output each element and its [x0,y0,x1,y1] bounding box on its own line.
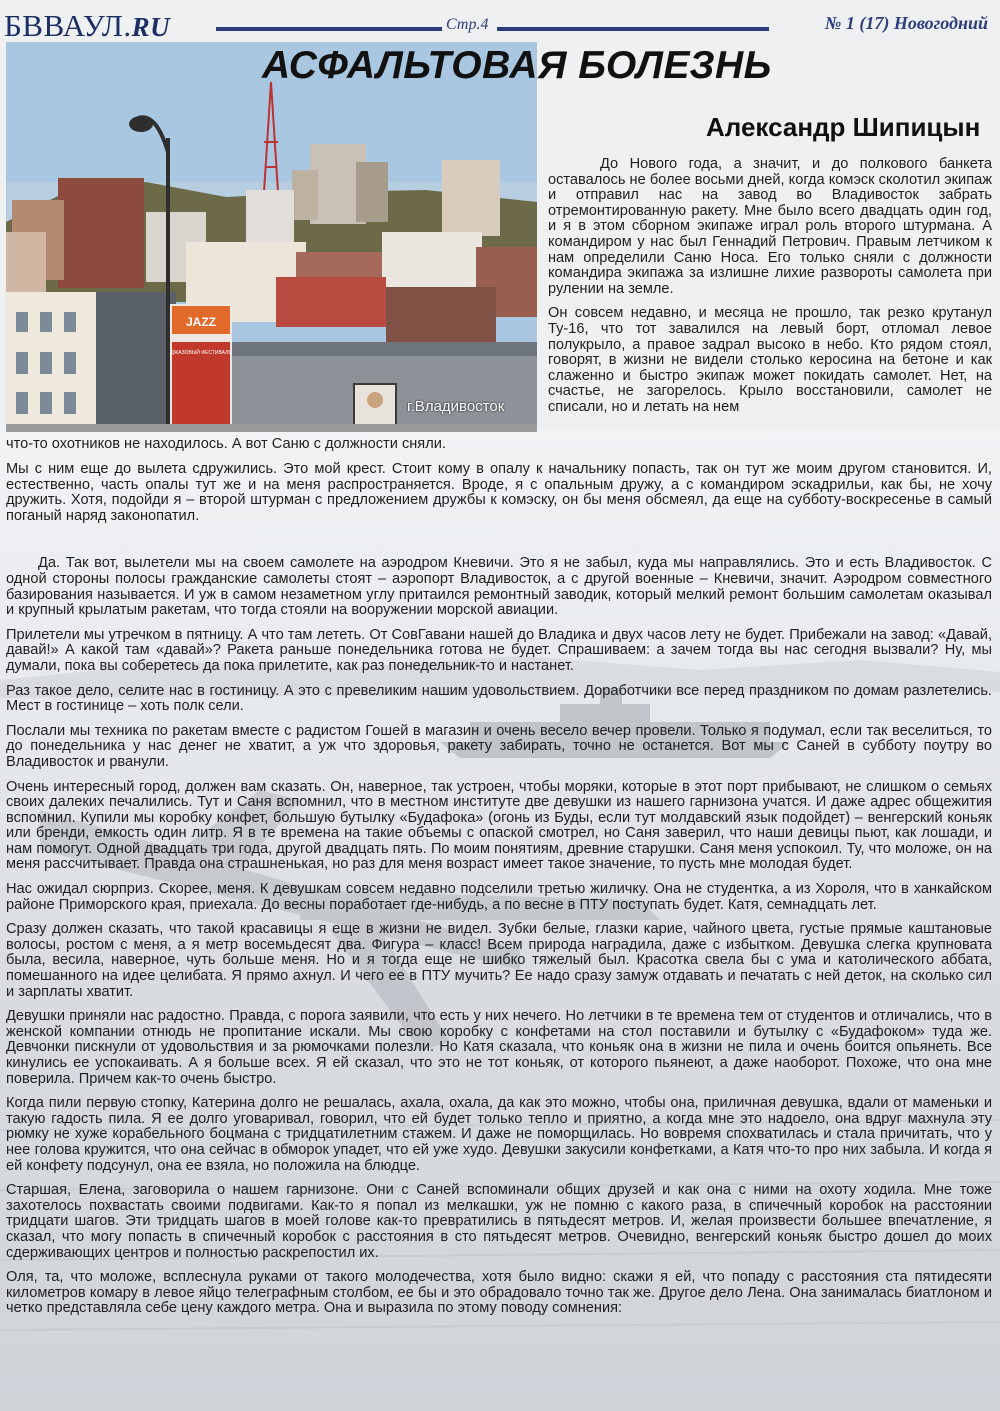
paragraph: Девушки приняли нас радостно. Правда, с порога заявили, что есть у них нечего. Но летчики в те времена тем от студентов и отличались, что в женской компании отнюдь не пропитание искали. Мы свою коробку с конфетами на стол поставили и бутылку с «Будафоком» туда же. Девчонки пискнули от удовольствия и за рюмочками полезли. Но Катя сказала, что коньяк она в жизни не пила и очень боится опьянеть. Все кинулись ее успокаивать. А я больше всех. Я ей сказал, что это не тот коньяк, от которого пьянеют, а даже наоборот. Похоже, что она мне поверила. Причем как-то очень быстро. [6,1008,992,1087]
logo-text: БВВАУЛ. [4,8,132,43]
issue-label: № 1 (17) Новогодний [824,13,988,33]
newspaper-logo [4,9,170,44]
paragraph: Да. Так вот, вылетели мы на своем самолете на аэродром Кневичи. Это я не забыл, куда мы направлялись. Это и есть Владивосток. С одной стороны полосы гражданские самолеты стоят – аэропорт Владивосток, а с другой военные – Кневичи, значит. Аэродром совместного базирования называется. И уж в самом незаметном углу притаился ремонтный заводик, который мелкий ремонт большим самолетам оказывал и крупный крылатым ракетам, что тогда стояли на вооружении морской авиации. [6,555,992,619]
page-number: Стр.4 [446,16,489,33]
article-title: АСФАЛЬТОВАЯ БОЛЕЗНЬ [262,44,772,87]
poster-subtitle: ДЖАЗОВЫЙ ФЕСТИВАЛЬ [170,350,232,356]
paragraph: Он совсем недавно, и месяца не прошло, так резко крутанул Ту-16, что тот завалился на левый борт, отломал левое полукрыло, а правое задрал высоко в небо. Кто рядом стоял, говорят, в жизни не видели столько керосина на бетоне и как слаженно и быстро экипаж может покидать самолет. Нет, на счастье, не загорелось. Крыло восстановили, самолет не списали, но и летать на нем [548,305,992,415]
paragraph: Раз такое дело, селите нас в гостиницу. А это с превеликим нашим удовольствием. Доработчики все перед праздником по домам разлетелись. Мест в гостинице – хоть полк сели. [6,682,992,715]
paragraph: Послали мы техника по ракетам вместе с радистом Гошей в магазин и очень весело вечер провели. Только я подумал, если так веселиться, то до понедельника у нас денег не хватит, а уж что здоровья, ракету забирать, точно не останется. Вот мы с Саней в субботу поутру во Владивосток и рванули. [6,722,992,770]
paragraph: Оля, та, что моложе, всплеснула руками от такого молодечества, хотя было видно: скажи я ей, что попаду с расстояния ста пятидесяти километров комару в левое яйцо телеграфным столбом, ее бы и это обрадовало точно так же. Другое дело Лена. Она занималась биатлоном и четко представляла себе цену каждого метра. Она и выразила по этому поводу сомнения: [6,1269,992,1317]
paragraph-continuation [6,437,992,462]
paragraph: До Нового года, а значит, и до полкового банкета оставалось не более восьми дней, когда комэск сколотил экипаж и отправил нас на завод во Владивосток забрать отремонтированную ракету. Мне было всего двадцать один год, и я в этом сборном экипаже играл роль второго штурмана. А командиром у нас был Геннадий Петрович. Правым летчиком к нам определили Саню Носа. Его только сняли с должности командира экипажа за излишне лихие развороты самолета при рулении на земле. [548,156,992,297]
article-author: Александр Шипицын [706,112,981,142]
paragraph: Когда пили первую стопку, Катерина долго не решалась, ахала, охала, да как это можно, чтобы она, приличная девушка, вдали от маменьки и такую гадость пила. Я ее долго уговаривал, говорил, что ей будет только тепло и приятно, а когда мне это надоело, она вдруг махнула эту рюмку не хуже корабельного боцмана с тридцатилетним стажем. И даже не поморщилась. Но вовремя спохватилась и стала причитать, что у нее голова кружится, что она сейчас в обморок упадет, что ей уже худо. Девушки закусили конфетками, а Катя что-то про них забыла. И когда я ей конфету подсунул, она ее взяла, но положила на блюдце. [6,1095,992,1174]
poster-title: JAZZ [186,315,216,329]
city-photo [6,42,537,432]
paragraph: Очень интересный город, должен вам сказать. Он, наверное, так устроен, чтобы моряки, которые в этот порт прибывают, не слишком о семьях своих далеких печалились. Тут и Саня вспомнил, что в местном институте две девушки из нашего гарнизона учатся. И даже адрес общежития вспомнил. Купили мы коробку конфет, большую бутылку «Будафока» (огонь из Буды, если тут молдавский язык подойдет) – венгерский коньяк или бренди, емкость один литр. Я в те времена на такие объемы с опаской смотрел, но Саня заверил, что наши девицы пьют, как лошади, и нам помогут. Одной двадцать три года, другой двадцать пять. По моим понятиям, древние старушки. Саня меня успокоил. Ту, что моложе, он на меня рассчитывает. Правда она страшненькая, но раз для меня возраст имеет такое значение, то пусть мне молодая будет. [6,778,992,873]
paragraph: что-то охотников не находилось. А вот Саню с должности сняли. [6,436,446,452]
header-rule-left [216,27,442,31]
photo-caption: г.Владивосток [407,398,505,415]
paragraph: Прилетели мы утречком в пятницу. А что там лететь. От СовГавани нашей до Владика и двух часов лету не будет. Прибежали на завод: «Давай, давай!» А какой там «давай»? Ракета раньше понедельника готова не будет. Спрашиваем: а зачем тогда вы нас сегодня вызвали? Ну, мы думали, пока вы соберетесь да пока прилетите, как раз понедельник-то и настанет. [6,626,992,674]
paragraph: Нас ожидал сюрприз. Скорее, меня. К девушкам совсем недавно подселили третью жиличку. Она не студентка, а из Хороля, что в ханкайском районе Приморского края, приехала. До весны поработает где-нибудь, а по весне в ПТУ поступать будет. Катя, семнадцать лет. [6,881,992,913]
paragraph: Сразу должен сказать, что такой красавицы я еще в жизни не видел. Зубки белые, глазки карие, чайного цвета, густые прямые каштановые волосы, ростом с меня, а я метр восемьдесят два. Фигура – класс! Всем природа наградила, даже с избытком. Девушка слегка крупновата была, весила, наверное, чуть больше меня. Но и я тогда еще не шибко тяжелый был. Красотка свела бы с ума и католического аббата, помешанного на идее целибата. Я прямо ахнул. И чего ее в ПТУ мучить? Ее надо сразу замуж отдавать и печатать с ней деток, на сколько сил и зарплаты хватит. [6,921,992,1000]
main-column [6,462,992,1326]
header-rule-right [497,27,769,31]
page-header [0,0,1000,42]
paragraph: Мы с ним еще до вылета сдружились. Это мой крест. Стоит кому в опалу к начальнику попасть, так он тут же моим другом становится. И, естественно, часть опалы тут же и на меня распространяется. Вроде, я с опальным дружу, а с командиром эскадрильи, как бы, не хочу дружить. Хотя, подойди я – второй штурман с предложением дружбы к комэску, он бы меня обсмеял, да еще на субботу-воскресенье в самый поганый наряд законопатил. [6,461,992,524]
logo-ru: RU [131,12,171,42]
paragraph: Старшая, Елена, заговорила о нашем гарнизоне. Они с Саней вспоминали общих друзей и как она с ними на охоту ходила. Мне тоже захотелось похвастать своими подвигами. Как-то я попал из мелкашки, уж не помню с какого раза, в спичечный коробок на расстоянии тридцати шагов. Эти тридцать шагов в моей голове как-то превратились в пятьдесят метров. И, желая произвести большее впечатление, я сказал, что могу попасть в спичечный коробок с расстояния в сто пятьдесят метров. Очевидно, венгерский коньяк быстро дошел до моих сдерживающих центров и полностью раскрепостил их. [6,1182,992,1261]
side-column [548,157,992,416]
